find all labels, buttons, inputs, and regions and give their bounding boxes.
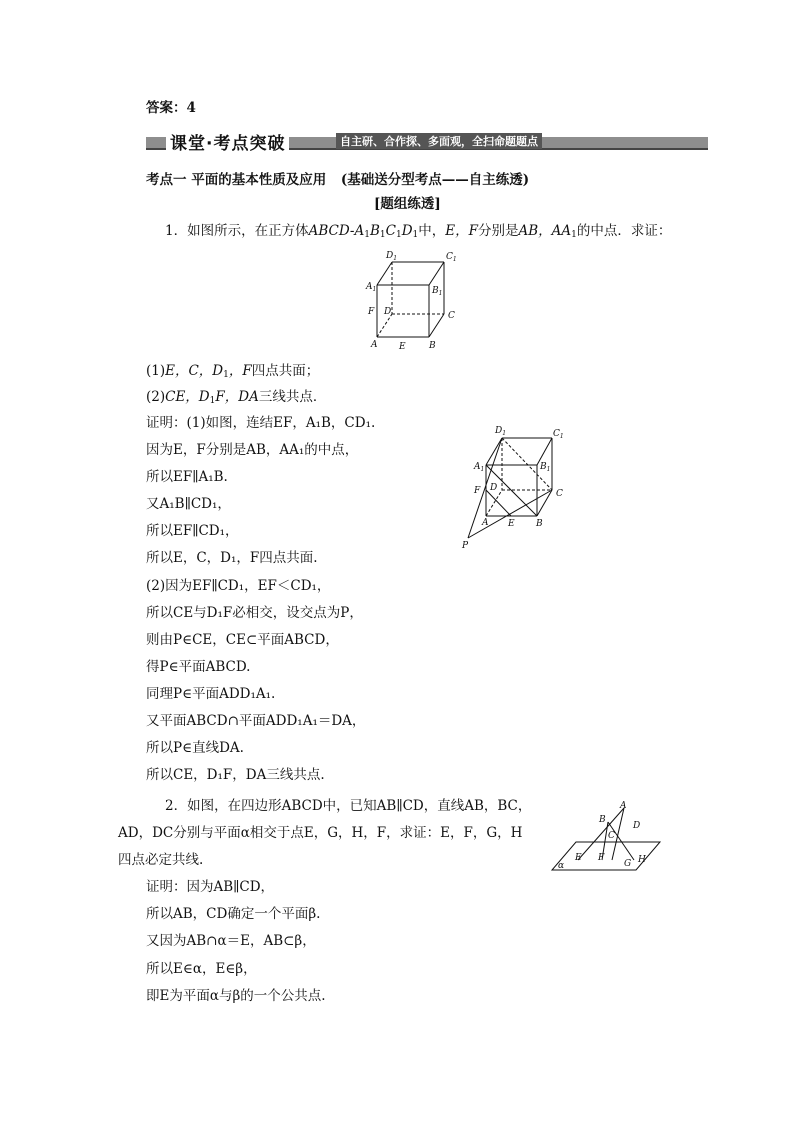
q2-line-1: 2．如图，在四边形ABCD中，已知AB∥CD，直线AB，BC，: [165, 798, 532, 814]
banner-title: 课堂·考点突破: [166, 129, 289, 154]
q2-proof-line: 所以E∈α，E∈β，: [146, 961, 257, 977]
svg-text:C1: $C_1$: [446, 252, 457, 263]
section-banner: [146, 132, 708, 154]
q1-part1-b: 四点共面；: [251, 363, 320, 379]
cube-figure-1: [362, 248, 462, 352]
q2-line-3: 四点必定共线.: [118, 852, 204, 868]
q1-part1: (1)E，C，$D_1$，F四点共面；: [146, 363, 320, 380]
q2-proof-line: 即E为平面α与β的一个公共点.: [146, 988, 326, 1004]
q1-part1-pts: E，C，D: [165, 363, 224, 379]
q1-part2-ce: CE，D: [165, 389, 210, 405]
q2-proof-line: 又因为AB∩α＝E，AB⊂β，: [146, 933, 316, 949]
q2-line-2: AD，DC分别与平面α相交于点E，G，H，F，求证：E，F，G，H: [118, 825, 523, 841]
svg-text:A1: $A_1$: [474, 462, 485, 473]
q1-proof-line: 又A₁B∥CD₁，: [146, 496, 231, 512]
svg-text:B1: $B_1$: [540, 462, 551, 473]
svg-text:P: P: [462, 541, 469, 551]
section-heading-text: 考点一 平面的基本性质及应用: [146, 172, 327, 188]
q1-prompt-a: 1．如图所示，在正方体: [165, 223, 309, 239]
svg-text:F: F: [474, 486, 481, 496]
q1-part2-a: (2): [146, 389, 166, 405]
answer-line: 答案：4: [146, 100, 196, 116]
svg-text:D: D: [633, 821, 641, 831]
svg-text:A1: $A_1$: [366, 282, 377, 293]
q1-proof-line: 所以CE，D₁F，DA三线共点.: [146, 767, 325, 783]
q1-proof-line: 又平面ABCD∩平面ADD₁A₁＝DA，: [146, 713, 366, 729]
q1-proof-line: 所以EF∥CD₁，: [146, 523, 239, 539]
q1-proof-line: 所以P∈直线DA.: [146, 740, 244, 756]
q1-prompt: 1．如图所示，在正方体ABCD-$A_1B_1C_1D_1$中，E，F分别是AB，$AA_1$的中点．求证：: [165, 223, 672, 240]
svg-text:D: D: [384, 307, 392, 317]
svg-text:C: C: [608, 831, 615, 841]
q1-prompt-mid: 中，: [418, 223, 446, 239]
q1-prompt-ef: E，F: [445, 223, 478, 239]
q1-prompt-c: 的中点．求证：: [576, 223, 672, 239]
svg-text:D1: $D_1$: [495, 426, 507, 437]
svg-text:A: A: [371, 340, 378, 350]
q2-proof-line: 证明：因为AB∥CD，: [146, 879, 275, 895]
q1-proof-line: 同理P∈平面ADD₁A₁.: [146, 686, 276, 702]
svg-text:C1: $C_1$: [553, 429, 564, 440]
svg-text:α: α: [558, 861, 565, 871]
q1-proof-line: 所以CE与D₁F必相交，设交点为P，: [146, 605, 363, 621]
svg-text:A: A: [482, 518, 489, 528]
svg-text:E: E: [508, 519, 515, 529]
svg-text:E: E: [399, 342, 406, 352]
banner-subtitle: 自主研、合作探、多面观，全扫命题题点: [336, 133, 542, 149]
plane-figure: [548, 800, 668, 875]
q1-part2-f: F，DA: [215, 389, 259, 405]
svg-text:E: E: [575, 853, 582, 863]
section-tag: [题组练透]: [374, 196, 441, 212]
q1-proof-line: 所以EF∥A₁B.: [146, 469, 228, 485]
q1-prompt-cube: ABCD-A: [308, 223, 365, 239]
q1-proof-line: 得P∈平面ABCD.: [146, 659, 251, 675]
q1-prompt-b: 分别是: [478, 223, 519, 239]
svg-text:B1: $B_1$: [432, 286, 443, 297]
svg-text:A: A: [620, 801, 627, 811]
svg-text:C: C: [448, 311, 455, 321]
svg-text:C: C: [556, 489, 563, 499]
svg-text:F: F: [368, 307, 375, 317]
q2-proof-line: 所以AB，CD确定一个平面β.: [146, 906, 321, 922]
q1-part2: (2)CE，$D_1F$，DA三线共点．: [146, 389, 327, 406]
cube-figure-2: [460, 423, 580, 553]
q1-proof-line: 因为E，F分别是AB，AA₁的中点，: [146, 442, 359, 458]
svg-text:B: B: [599, 815, 606, 825]
svg-text:B: B: [536, 519, 543, 529]
q1-proof-line: 所以E，C，D₁，F四点共面.: [146, 550, 318, 566]
q1-part1-a: (1): [146, 363, 166, 379]
q1-proof-line: (2)因为EF∥CD₁，EF＜CD₁，: [146, 578, 331, 594]
svg-text:D1: $D_1$: [386, 251, 398, 262]
q1-proof-line: 则由P∈CE，CE⊂平面ABCD，: [146, 632, 339, 648]
section-note: (基础送分型考点——自主练透): [340, 172, 530, 188]
q1-prompt-ab: AB，AA: [518, 223, 572, 239]
q1-part1-f: ，F: [228, 363, 252, 379]
q1-part2-b: 三线共点．: [258, 389, 327, 405]
svg-text:G: G: [624, 859, 632, 869]
q1-proof-line: 证明：(1)如图，连结EF，A₁B，CD₁.: [146, 415, 376, 431]
svg-text:H: H: [638, 855, 646, 865]
svg-text:D: D: [490, 483, 498, 493]
svg-text:F: F: [598, 853, 605, 863]
section-heading: [146, 171, 529, 189]
svg-text:B: B: [429, 341, 436, 351]
